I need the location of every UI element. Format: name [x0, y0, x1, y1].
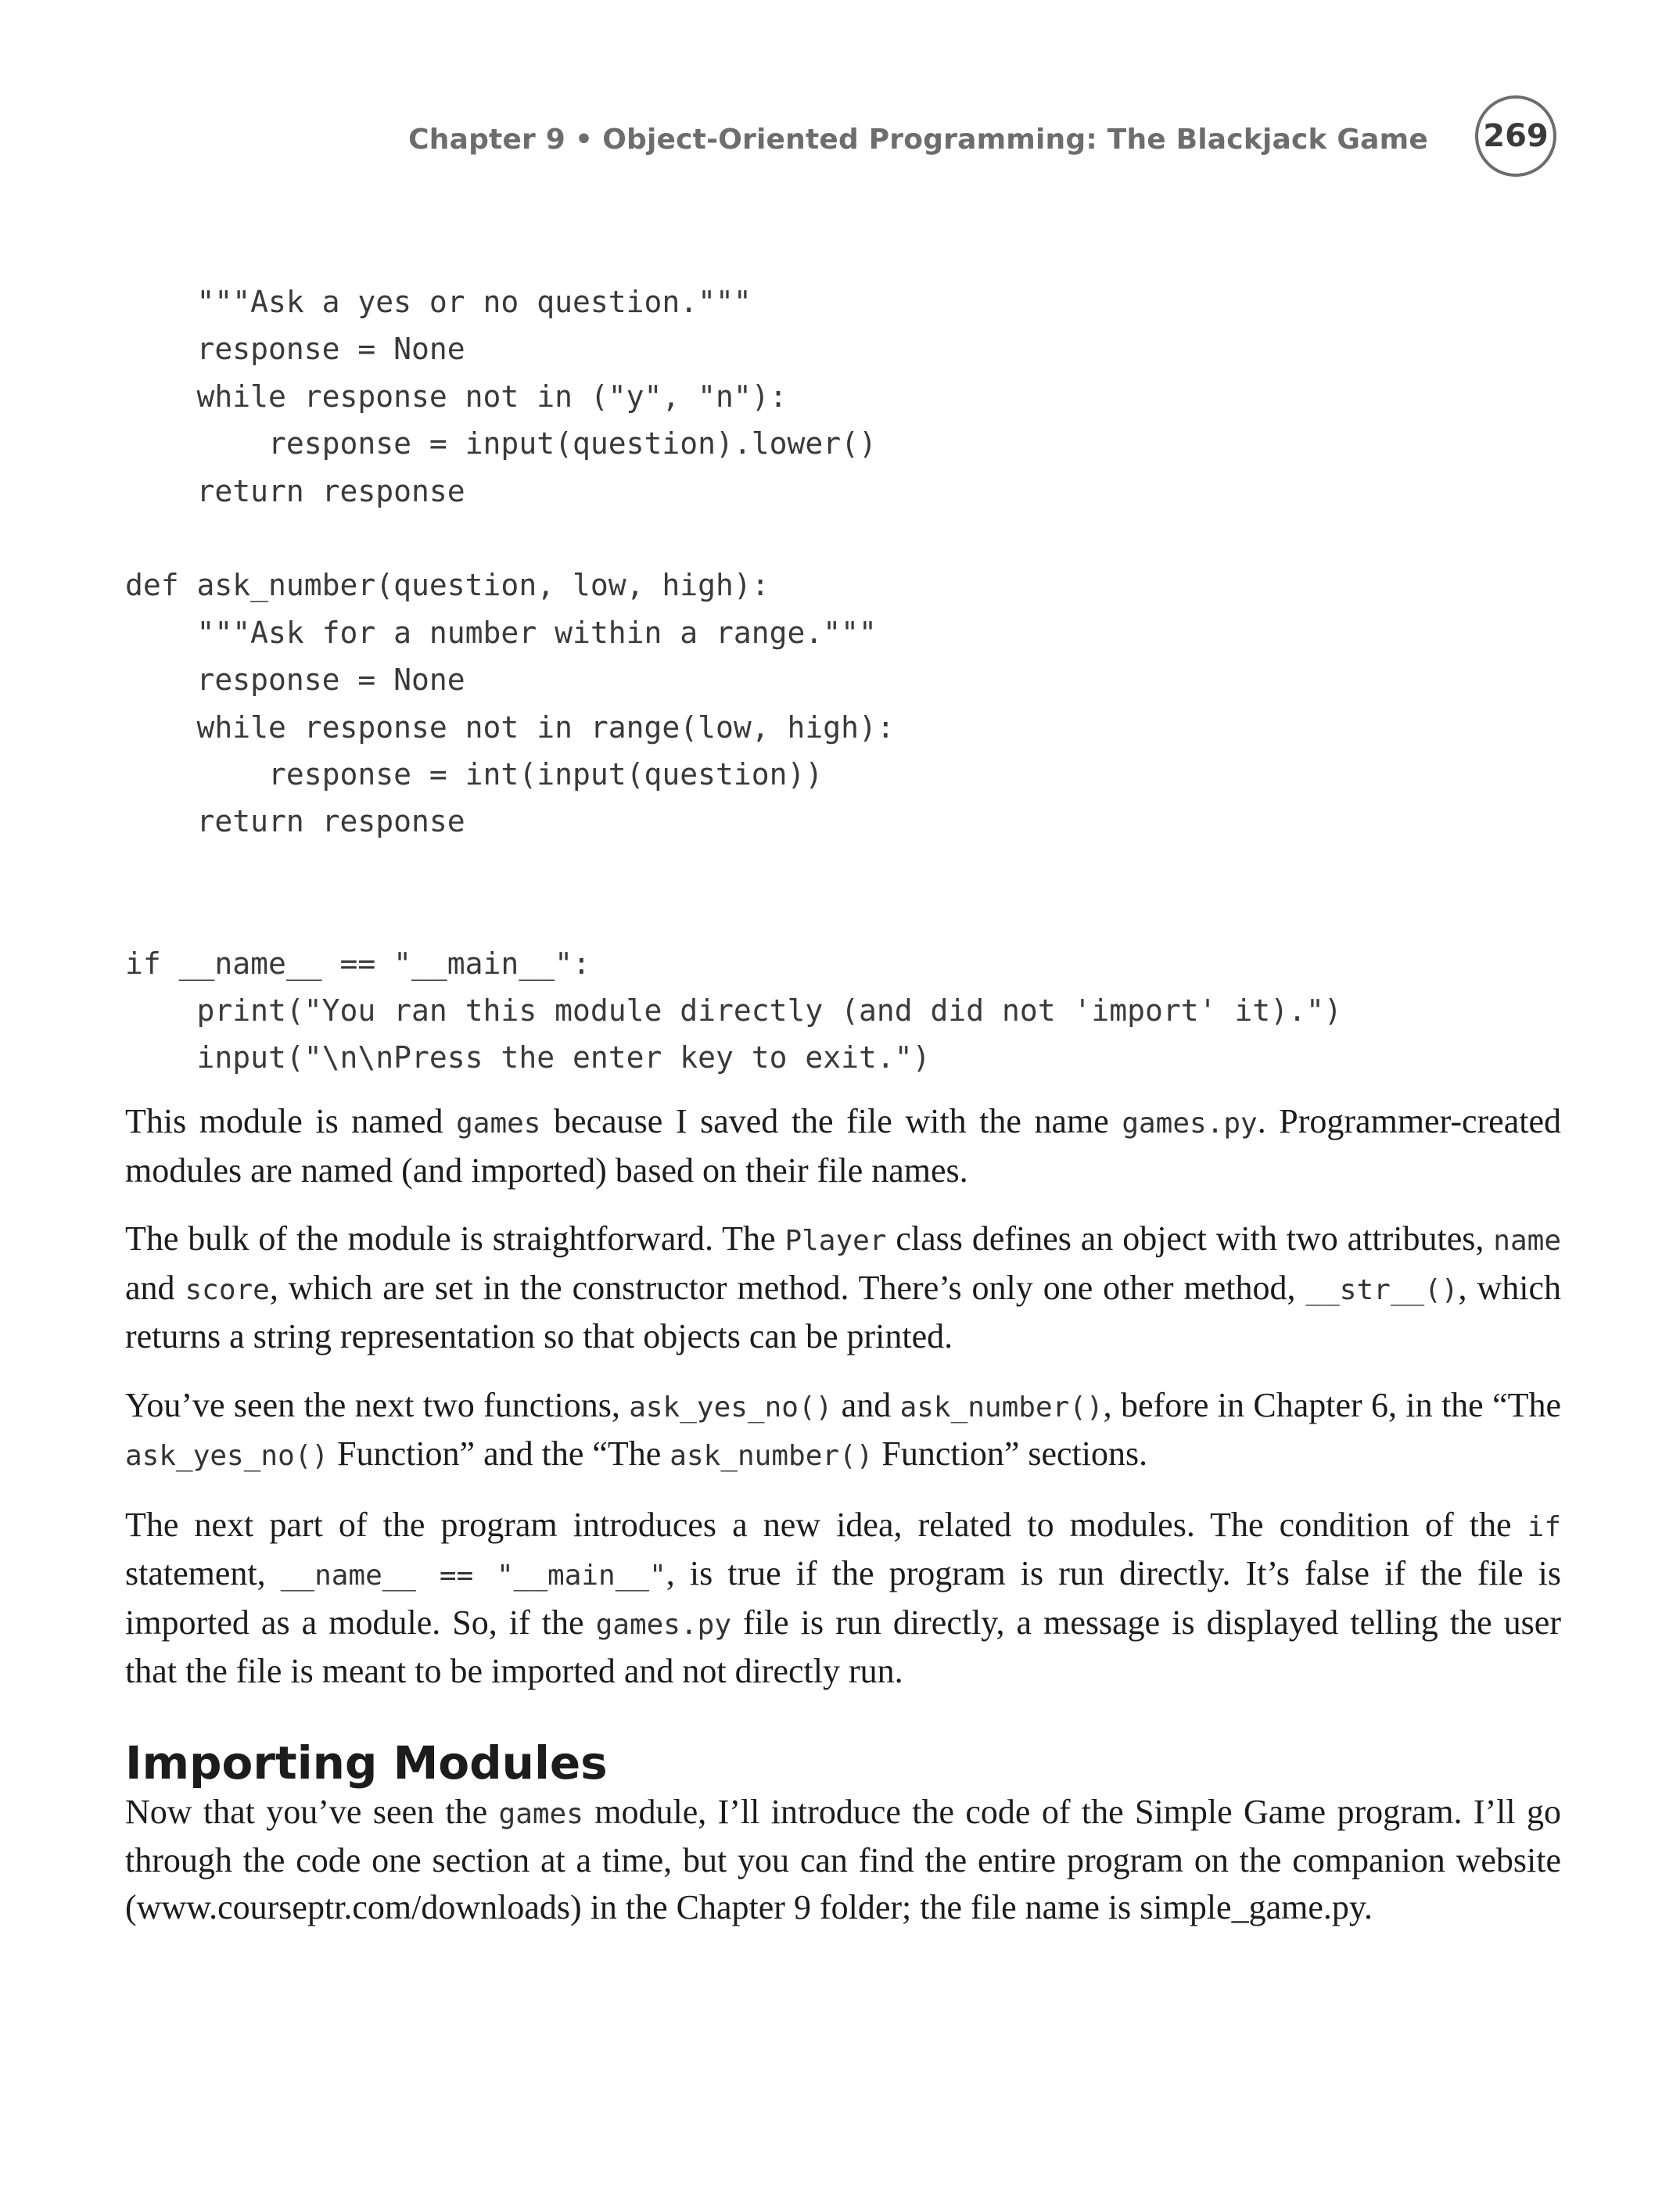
code-line: """Ask a yes or no question.""" [125, 285, 752, 319]
inline-code: ask_number() [899, 1391, 1104, 1424]
inline-code: if [1527, 1510, 1561, 1543]
inline-code: games [456, 1108, 541, 1140]
text-run: and [832, 1385, 900, 1424]
code-line: if __name__ == "__main__": [125, 946, 591, 981]
paragraph [125, 1502, 1561, 1695]
inline-code: Player [784, 1225, 887, 1257]
text-run: and [125, 1268, 185, 1307]
text-run: This module is named [125, 1102, 457, 1140]
inline-code: score [185, 1273, 270, 1306]
text-run: . Programmer-created modules are named (and imported) based on their file names. [125, 1102, 1561, 1190]
text-run: , before in Chapter 6, in the “The [1103, 1385, 1562, 1424]
inline-code: games.py [1122, 1108, 1258, 1140]
inline-code: ask_yes_no() [629, 1391, 833, 1424]
inline-code: __name__ == "__main__" [280, 1560, 666, 1592]
text-run: statement, [125, 1554, 281, 1592]
text-run: class defines an object with two attributes, [886, 1219, 1494, 1258]
text-run: module, I’ll introduce the code of the Simple Game program. I’ll go through the code one section at a time, but you can find the entire program on the companion website (www.courseptr.com/downloads) in the Chapter 9 folder; the file name is simple_game.py. [125, 1792, 1562, 1926]
paragraph [125, 1098, 1561, 1194]
page-number: 269 [1475, 95, 1556, 177]
text-run: The next part of the program introduces a new idea, related to modules. The condition of the [125, 1505, 1527, 1544]
inline-code: ask_yes_no() [125, 1440, 329, 1472]
text-run: , is true if the program is run directly. It’s false if the file is imported as a module. So, if the [125, 1554, 1562, 1642]
chapter-label: Chapter 9 [408, 124, 565, 156]
body-text [125, 1098, 1561, 1952]
code-line: while response not in ("y", "n"): [125, 379, 788, 414]
code-line: return response [125, 804, 465, 839]
text-run: , which returns a string representation so that objects can be printed. [125, 1268, 1562, 1355]
code-line: response = input(question).lower() [125, 426, 877, 461]
inline-code: __str__() [1305, 1273, 1459, 1306]
code-blank-line [125, 845, 1342, 940]
inline-code: games.py [595, 1608, 731, 1641]
inline-code: ask_number() [669, 1440, 874, 1472]
text-run: Now that you’ve seen the [125, 1792, 499, 1831]
code-line: response = int(input(question)) [125, 757, 824, 792]
text-run: You’ve seen the next two functions, [125, 1385, 630, 1424]
header-bullet: • [575, 124, 594, 156]
section-heading: Importing Modules [125, 1736, 608, 1790]
text-run: The bulk of the module is straightforward. The [125, 1219, 785, 1258]
code-line: input("\n\nPress the enter key to exit.") [125, 1040, 931, 1075]
code-listing [125, 278, 1342, 1082]
text-run: because I saved the file with the name [540, 1102, 1122, 1140]
text-run: , which are set in the constructor method. There’s only one other method, [269, 1268, 1306, 1307]
text-run: file is run directly, a message is displayed telling the user that the file is meant to be imported and not directly run. [125, 1603, 1561, 1690]
chapter-title: Object-Oriented Programming: The Blackjack Game [602, 124, 1428, 156]
code-line: return response [125, 473, 465, 508]
code-line: """Ask for a number within a range.""" [125, 615, 877, 650]
code-line: def ask_number(question, low, high): [125, 568, 770, 603]
text-run: Function” and the “The [328, 1434, 670, 1473]
code-blank-line [125, 515, 1342, 562]
code-line: while response not in range(low, high): [125, 709, 895, 745]
code-line: response = None [125, 662, 465, 698]
paragraph [125, 1789, 1561, 1931]
running-header [408, 124, 1428, 156]
paragraph [125, 1382, 1561, 1480]
text-run: Function” sections. [873, 1434, 1148, 1473]
code-line: print("You ran this module directly (and did not 'import' it).") [125, 993, 1342, 1029]
inline-code: name [1493, 1225, 1561, 1257]
paragraph [125, 1215, 1561, 1360]
code-line: response = None [125, 332, 465, 367]
inline-code: games [498, 1797, 583, 1830]
